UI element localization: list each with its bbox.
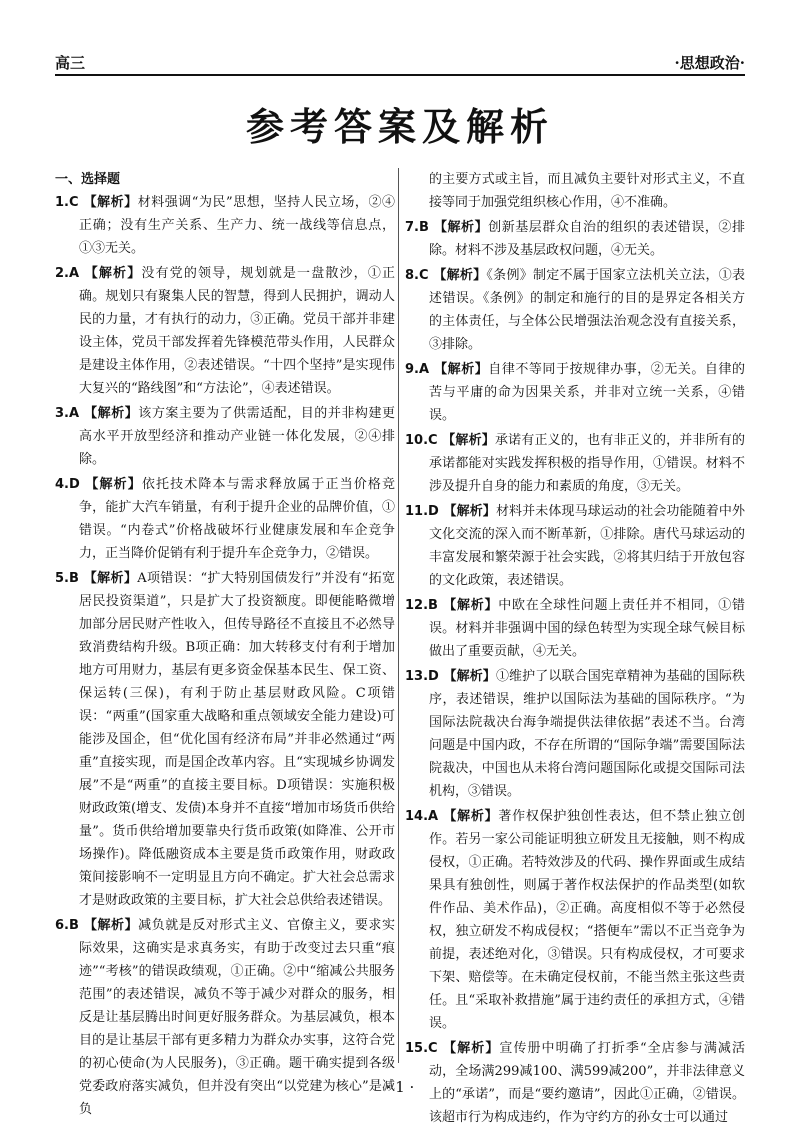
answer-number: 10.C [405,433,443,448]
header-subject: ·思想政治· [674,54,745,72]
analysis-text: A项错误：“扩大特别国债发行”并没有“拓宽居民投资渠道”，只是扩大了投资额度。即便能略微增加部分居民财产性收入，但传导路径不直接且不必然导致消费结构升级。B项正确：加大转移支付有利于增加地方可用财力，基层有更多资金保基本民生、保工资、保运转(三保)，有利于防止基层财政风险。C项错误：“两重”(国家重大战略和重点领域安全能力建设)可能涉及国企，但“优化国有经济布局”并非必然通过“两重”直接实现，而是国企改革内容。且“实现城乡协调发展”不是“两重”的直接主要目标。D项错误：实施积极财政政策(增支、发债)本身并不直接“增加市场货币供给量”。货币供给增加要靠央行货币政策(如降准、公开市场操作)。降低融资成本主要是货币政策作用，财政政策间接影响不一定明显且方向不确定。扩大社会总需求才是财政政策的主要目标，扩大社会总供给表述错误。 [79,571,395,908]
page-number: · 1 · [385,1078,415,1096]
answer-number: 3.A [55,406,85,421]
analysis-tag: 【解析】 [433,220,489,235]
answer-number: 8.C [405,268,434,283]
answer-item-9 [405,358,745,427]
analysis-tag: 【解析】 [433,268,487,283]
answer-item-8 [405,264,745,356]
answer-item-4 [55,473,395,565]
analysis-text: 没有党的领导，规划就是一盘散沙，①正确。规划只有聚集人民的智慧，得到人民拥护，调动人民的力量，才有执行的动力，③正确。党员干部并非建设主体，党员干部发挥着先锋模范带头作用，人民群众是建设主体作用，②表述错误。“十四个坚持”是实现伟大复兴的“路线图”和“方法论”，④表述错误。 [79,266,395,396]
answer-number: 12.B [405,598,444,613]
answer-number: 5.B [55,571,84,586]
answer-number: 7.B [405,220,434,235]
answer-number: 9.A [405,362,435,377]
answer-number: 11.D [405,504,444,519]
answer-number: 6.B [55,918,84,933]
answer-item-10 [405,429,745,498]
analysis-text: 承诺有正义的，也有非正义的，并非所有的承诺都能对实践发挥积极的指导作用，①错误。材料不涉及提升自身的能力和素质的角度，③无关。 [429,433,745,494]
analysis-tag: 【解析】 [84,266,142,281]
answer-number: 13.D [405,669,444,684]
section-title: 一、选择题 [55,172,121,187]
analysis-text: 减负就是反对形式主义、官僚主义，要求实际效果，这确实是求真务实，有助于改变过去只重“痕迹”“考核”的错误政绩观，①正确。②中“缩减公共服务范围”的表述错误，减负不等于减少对群众的服务，相反是让基层腾出时间更好服务群众。为基层减负，根本目的是让基层干部有更多精力为群众办实事，这符合党的初心使命(为人民服务)，③正确。题干确实提到各级党委政府落实减负，但并没有突出“以党建为核心”是减负 [79,918,395,1117]
answer-item-6-continued: 的主要方式或主旨，而且减负主要针对形式主义，不直接等同于加强党组织核心作用，④不准确。 [429,172,745,210]
analysis-tag: 【解析】 [443,1041,500,1056]
analysis-text: 创新基层群众自治的组织的表述错误，②排除。材料不涉及基层政权问题，④无关。 [429,220,745,258]
analysis-tag: 【解析】 [443,669,496,684]
page-title: 参考答案及解析 [245,105,554,149]
analysis-text: 材料强调“为民”思想，坚持人民立场，②④正确；没有生产关系、生产力、统一战线等信息点，①③无关。 [79,195,395,256]
analysis-text: 该方案主要为了供需适配，目的并非构建更高水平开放型经济和推动产业链一体化发展，②④排除。 [79,406,395,467]
answer-item-11 [405,500,745,592]
analysis-tag: 【解析】 [83,918,139,933]
analysis-tag: 【解析】 [83,571,138,586]
analysis-tag: 【解析】 [443,598,499,613]
answer-item-1 [55,191,395,260]
answer-number: 1.C [55,195,84,210]
analysis-text: 自律不等同于按规律办事，②无关。自律的苦与平庸的命为因果关系，并非对立统一关系，④错误。 [429,362,745,423]
answer-item-13 [405,665,745,803]
answer-item-2 [55,262,395,400]
analysis-tag: 【解析】 [434,362,489,377]
analysis-text: 宣传册中明确了打折季“全店参与满减活动，全场满299减100、满599减200”，并非法律意义上的“承诺”，而是“要约邀请”，因此①正确，②错误。该超市行为构成违约，作为守约方的孙女士可以通过 [429,1041,745,1125]
header-rule [55,74,745,76]
answer-number: 2.A [55,266,85,281]
answer-item-14 [405,805,745,1035]
answer-item-3 [55,402,395,471]
analysis-text: 《条例》制定不属于国家立法机关立法，①表述错误。《条例》的制定和施行的目的是界定各相关方的主体责任，与全体公民增强法治观念没有直接关系，③排除。 [429,268,745,352]
right-column [405,168,745,1125]
analysis-text: ①维护了以联合国宪章精神为基础的国际秩序，表述错误，维护以国际法为基础的国际秩序。“为国际法院裁决台海争端提供法律依据”表述不当。台湾问题是中国内政，不存在所谓的“国际争端”需要国际法院裁决，中国也从未将台湾问题国际化或提交国际司法机构，③错误。 [429,669,745,799]
left-column [55,168,395,1117]
analysis-tag: 【解析】 [84,406,139,421]
analysis-tag: 【解析】 [85,477,142,492]
analysis-text: 依托技术降本与需求释放属于正当价格竞争，能扩大汽车销量，有利于提升企业的品牌价值，①错误。“内卷式”价格战破坏行业健康发展和车企竞争力，正当降价促销有利于提升车企竞争力，②错误。 [79,477,395,561]
analysis-tag: 【解析】 [83,195,138,210]
analysis-text: 中欧在全球性问题上责任并不相同，①错误。材料并非强调中国的绿色转型为实现全球气候目标做出了重要贡献，④无关。 [429,598,745,659]
answer-item-7 [405,216,745,262]
analysis-text: 著作权保护独创性表达，但不禁止独立创作。若另一家公司能证明独立研发且无接触，则不构成侵权，①正确。若特效涉及的代码、操作界面或生成结果具有独创性，则属于著作权法保护的作品类型(如软件作品、美术作品)，②正确。高度相似不等于必然侵权，独立研发不构成侵权；“搭便车”需以不正当竞争为前提，表述绝对化，③错误。只有构成侵权，才可要求下架、赔偿等。在未确定侵权前，不能当然主张这些责任。且“采取补救措施”属于违约责任的承担方式，④错误。 [429,809,745,1031]
answer-item-12 [405,594,745,663]
analysis-tag: 【解析】 [443,504,496,519]
page-header [55,52,745,72]
answer-number: 14.A [405,809,444,824]
column-divider [398,168,399,1063]
header-grade: 高三 [55,54,86,72]
answer-number: 4.D [55,477,86,492]
analysis-text: 材料并未体现马球运动的社会功能随着中外文化交流的深入而不断革新，①排除。唐代马球运动的丰富发展和繁荣源于社会实践，②将其归结于开放包容的文化政策，表述错误。 [429,504,745,588]
answer-item-5 [55,567,395,912]
answer-number: 15.C [405,1041,444,1056]
analysis-tag: 【解析】 [442,433,495,448]
analysis-tag: 【解析】 [443,809,499,824]
